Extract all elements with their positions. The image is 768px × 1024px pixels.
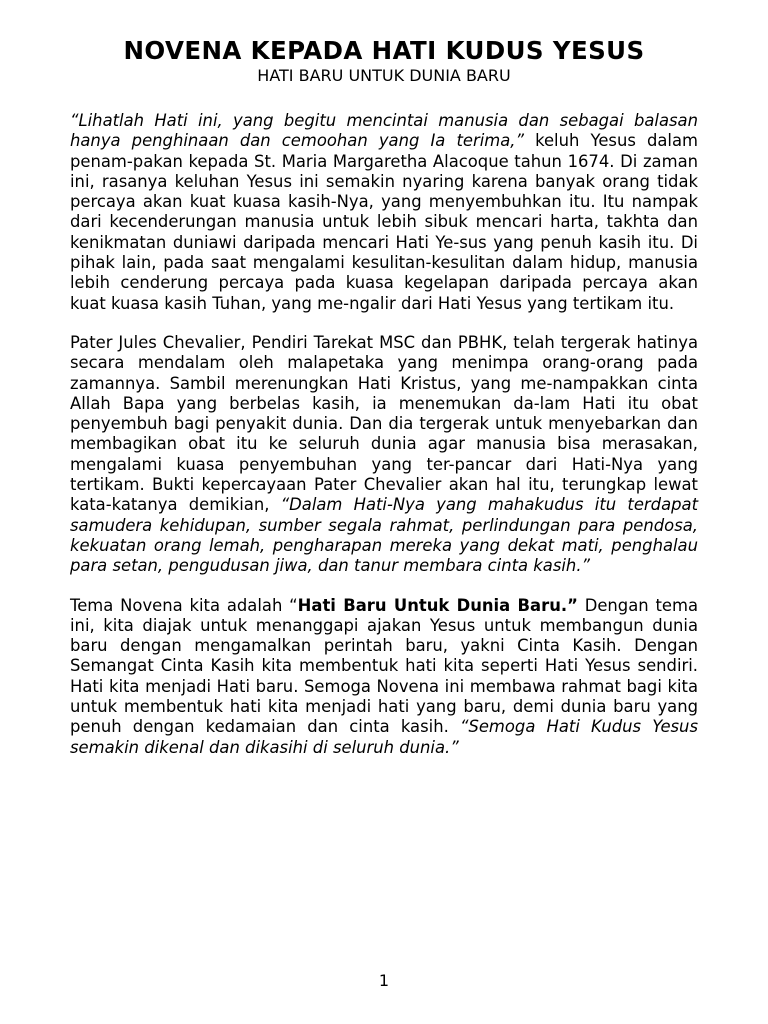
paragraph-2 [70,333,698,577]
document-title: NOVENA KEPADA HATI KUDUS YESUS [123,36,645,65]
document-subtitle: HATI BARU UNTUK DUNIA BARU [257,66,511,85]
text-run: “Dalam Hati-Nya yang mahakudus itu terdapat samudera kehidupan, sumber segala rahmat, perlindungan para pendosa, kekuatan orang lemah, pengharapan mereka yang dekat mati, penghalau para setan, pengudusan jiwa, dan tanur membara cinta kasih.” [70,495,698,576]
text-run: “Lihatlah Hati ini, yang begitu mencintai manusia dan sebagai balasan hanya penghinaan dan cemoohan yang Ia terima,” [70,111,698,151]
text-run: keluh Yesus dalam penam-pakan kepada St. Maria Margaretha Alacoque tahun 1674. Di zaman ini, rasanya keluhan Yesus ini semakin nyaring karena banyak orang tidak percaya akan kuat kuasa kasih-Nya, yang menyembuhkan itu. Itu nampak dari kecenderungan manusia untuk lebih sibuk mencari harta, takhta dan kenikmatan duniawi daripada mencari Hati Ye-sus yang penuh kasih itu. Di pihak lain, pada saat mengalami kesulitan-kesulitan dalam hidup, manusia lebih cenderung percaya pada kuasa kegelapan daripada percaya akan kuat kuasa kasih Tuhan, yang me-ngalir dari Hati Yesus yang tertikam itu. [70,131,698,313]
text-run: Dengan tema ini, kita diajak untuk menanggapi ajakan Yesus untuk membangun dunia baru dengan mengamalkan perintah baru, yakni Cinta Kasih. Dengan Semangat Cinta Kasih kita membentuk hati kita seperti Hati Yesus sendiri. Hati kita menjadi Hati baru. Semoga Novena ini membawa rahmat bagi kita untuk membentuk hati kita menjadi hati yang baru, demi dunia baru yang penuh dengan kedamaian dan cinta kasih. [70,595,699,737]
text-run: Tema Novena kita adalah “ [70,595,298,615]
document-page [70,36,698,758]
page-number: 1 [378,971,390,990]
text-run: “Semoga Hati Kudus Yesus semakin dikenal dan dikasihi di seluruh dunia.” [70,717,698,757]
text-run: Hati Baru Untuk Dunia Baru.” [297,595,578,615]
paragraph-1 [70,111,698,314]
paragraph-3 [70,596,698,758]
text-run: Pater Jules Chevalier, Pendiri Tarekat MSC dan PBHK, telah tergerak hatinya secara mendalam oleh malapetaka yang menimpa orang-orang pada zamannya. Sambil merenungkan Hati Kristus, yang me-nampakkan cinta Allah Bapa yang berbelas kasih, ia menemukan da-lam Hati itu obat penyembuh bagi penyakit dunia. Dan dia tergerak untuk menyebarkan dan membagikan obat itu ke seluruh dunia agar manusia bisa merasakan, mengalami kuasa penyembuhan yang ter-pancar dari Hati-Nya yang tertikam. Bukti kepercayaan Pater Chevalier akan hal itu, terungkap lewat kata-katanya demikian, [70,332,698,515]
